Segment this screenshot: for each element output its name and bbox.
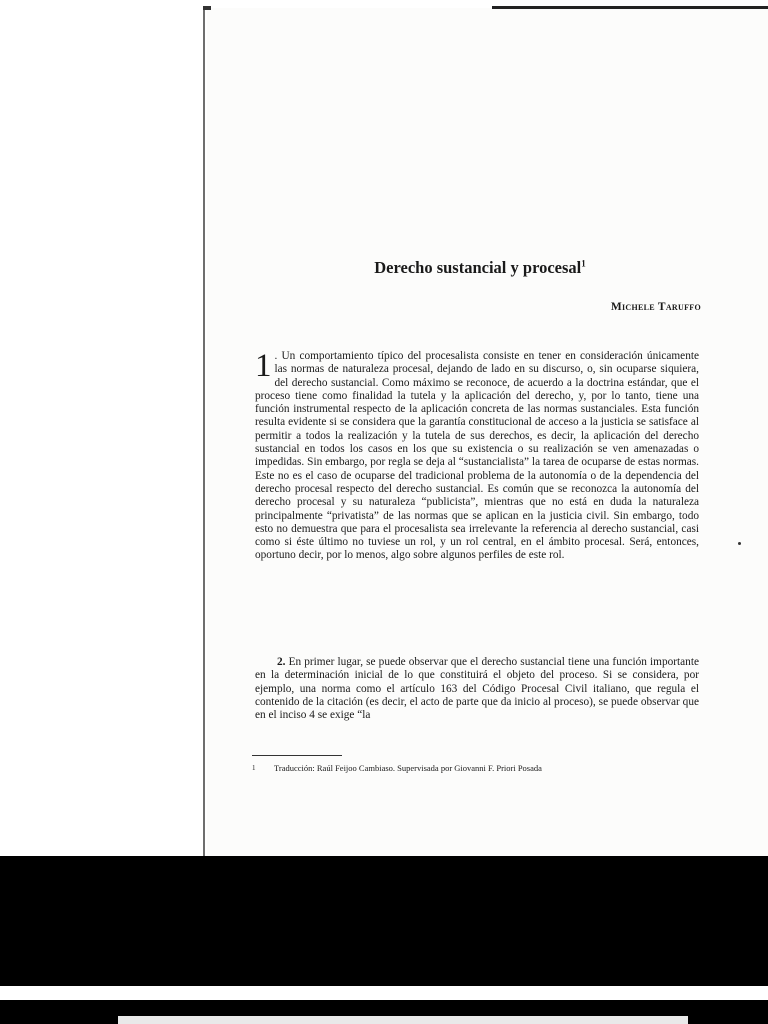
scanner-black-band xyxy=(0,856,768,986)
drop-cap: 1 xyxy=(255,348,272,384)
article-title xyxy=(255,258,705,278)
scan-speck xyxy=(738,542,741,545)
paragraph-2-number: 2. xyxy=(277,656,286,668)
paragraph-1-text: . Un comportamiento típico del procesalista consiste en tener en consideración únicamente las normas de naturaleza procesal, dejando de lado en su discurso, o, sin ocuparse siquiera, del derecho sustancial. Como máximo se reconoce, de acuerdo a la doctrina estándar, que el proceso tiene como finalidad la tutela y la aplicación del derecho, y, por lo tanto, tiene una función instrumental respecto de la aplicación concreta de las normas sustanciales. Esta función resulta evidente si se considera que la garantía constitucional de acceso a la justicia se satisface al permitir a todos la realización y la tutela de sus derechos, es decir, la aplicación del derecho sustancial en todos los casos en los que su existencia o su realización se ven amenazadas o impedidas. Sin embargo, por regla se deja al “sustancialista” la tarea de ocuparse de estas normas. Este no es el caso de ocuparse del tradicional problema de la autonomía o de la dependencia del derecho procesal respecto del derecho sustancial. Es común que se reconozca la autonomía del derecho procesal y su naturaleza “publicista”, mientras que no está en duda la naturaleza principalmente “privatista” de las normas que se aplican en la justicia civil. Sin embargo, todo esto no demuestra que para el procesalista sea irrelevante la referencia al derecho sustancial, casi como si éste último no tuviese un rol, y un rol central, en el ámbito procesal. Será, entonces, oportuno decir, por lo menos, algo sobre algunos perfiles de este rol. xyxy=(255,350,699,562)
footnote-text: Traducción: Raúl Feijoo Cambiaso. Supervisada por Giovanni F. Priori Posada xyxy=(274,763,542,773)
footnote-mark: 1 xyxy=(252,764,256,772)
page-top-edge xyxy=(492,6,768,9)
next-page-edge xyxy=(118,1016,688,1024)
paragraph-1 xyxy=(255,350,699,563)
article-author: Michele Taruffo xyxy=(610,301,701,313)
spine-top-mark xyxy=(203,6,211,10)
footnote xyxy=(252,763,702,774)
paragraph-2-text: En primer lugar, se puede observar que el derecho sustancial tiene una función importante en la determinación inicial de lo que constituirá el objeto del proceso. Si se considera, por ejemplo, una norma como el artículo 163 del Código Procesal Civil italiano, que regula el contenido de la citación (es decir, el acto de parte que da inicio al proceso), se puede observar que en el inciso 4 se exige “la xyxy=(255,656,699,722)
paragraph-2 xyxy=(255,656,699,722)
article-title-text: Derecho sustancial y procesal xyxy=(374,258,582,277)
book-spine-shadow xyxy=(203,8,205,856)
footnote-rule xyxy=(252,755,342,756)
title-footnote-ref: 1 xyxy=(581,258,586,269)
